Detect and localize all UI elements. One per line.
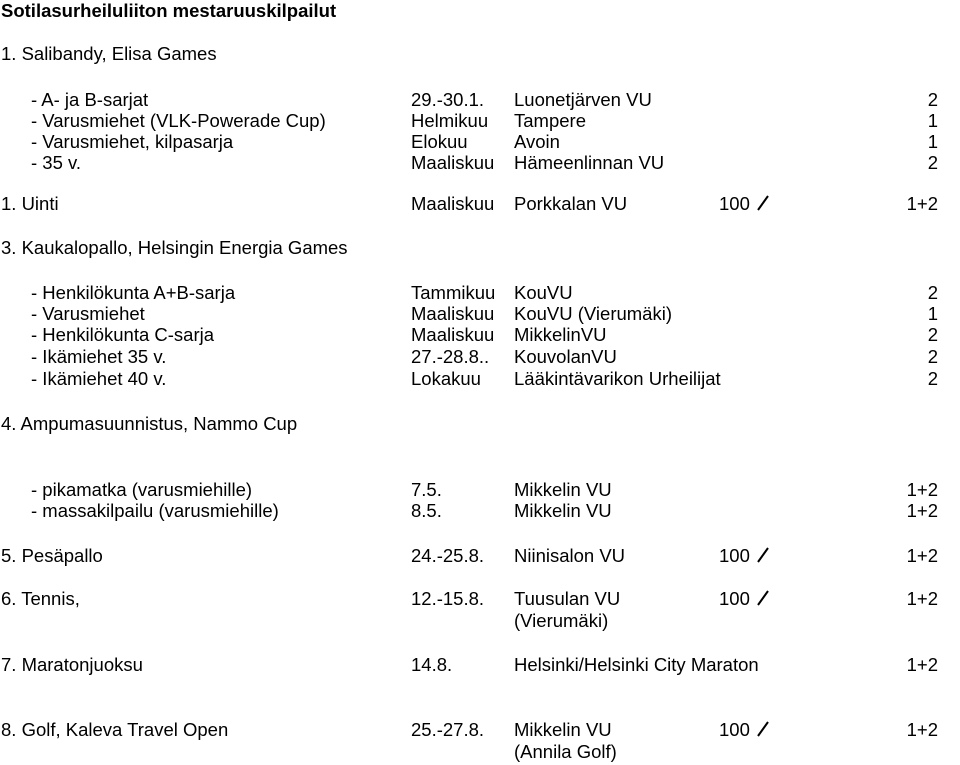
euro-icon <box>755 588 771 608</box>
row-place: Avoin <box>514 131 560 152</box>
row-place: KouVU <box>514 282 573 303</box>
fee-value: 100 <box>719 545 750 566</box>
row-date: Elokuu <box>411 131 468 152</box>
row-date: Tammikuu <box>411 282 496 303</box>
row-date: 24.-25.8. <box>411 545 485 566</box>
row-date: 12.-15.8. <box>411 588 485 609</box>
row-place: Porkkalan VU <box>514 193 628 214</box>
row-count: 1 <box>927 110 938 131</box>
row-count: 1+2 <box>906 545 938 566</box>
row-name: - Henkilökunta C-sarja <box>31 324 215 345</box>
section-heading-pesapallo: 5. Pesäpallo <box>1 545 103 566</box>
fee-value: 100 <box>719 588 750 609</box>
row-place-extra: (Vierumäki) <box>514 610 609 631</box>
row-date: Lokakuu <box>411 368 481 389</box>
row-date: 14.8. <box>411 654 453 675</box>
row-date: 25.-27.8. <box>411 719 485 740</box>
row-name: - massakilpailu (varusmiehille) <box>31 500 279 521</box>
row-place: MikkelinVU <box>514 324 607 345</box>
row-place: Tuusulan VU <box>514 588 621 609</box>
section-heading-golf: 8. Golf, Kaleva Travel Open <box>1 719 229 740</box>
euro-icon <box>755 193 771 213</box>
row-count: 1+2 <box>906 588 938 609</box>
row-name: - Henkilökunta A+B-sarja <box>31 282 236 303</box>
fee-value: 100 <box>719 719 750 740</box>
row-fee <box>719 588 771 610</box>
row-fee <box>719 545 771 567</box>
euro-icon <box>755 545 771 565</box>
row-place: Mikkelin VU <box>514 479 612 500</box>
section-heading-salibandy: 1. Salibandy, Elisa Games <box>1 43 217 64</box>
section-heading-kaukalopallo: 3. Kaukalopallo, Helsingin Energia Games <box>1 237 348 258</box>
page-title: Sotilasurheiluliiton mestaruuskilpailut <box>1 0 337 21</box>
row-count: 2 <box>927 89 938 110</box>
row-count: 1+2 <box>906 193 938 214</box>
section-heading-tennis: 6. Tennis, <box>1 588 80 609</box>
row-name: - Varusmiehet (VLK-Powerade Cup) <box>31 110 326 131</box>
row-date: 27.-28.8.. <box>411 346 490 367</box>
row-place: KouvolanVU <box>514 346 617 367</box>
row-count: 1 <box>927 131 938 152</box>
row-date: 7.5. <box>411 479 442 500</box>
row-count: 1+2 <box>906 479 938 500</box>
row-count: 2 <box>927 152 938 173</box>
row-date: Helmikuu <box>411 110 489 131</box>
row-place-extra: (Annila Golf) <box>514 741 617 762</box>
row-place: Mikkelin VU <box>514 719 612 740</box>
row-count: 2 <box>927 368 938 389</box>
euro-icon <box>755 719 771 739</box>
row-date: 29.-30.1. <box>411 89 485 110</box>
row-place: Mikkelin VU <box>514 500 612 521</box>
row-place: Lääkintävarikon Urheilijat <box>514 368 721 389</box>
row-place: Hämeenlinnan VU <box>514 152 665 173</box>
row-name: - Ikämiehet 35 v. <box>31 346 167 367</box>
section-heading-ampumasuunnistus: 4. Ampumasuunnistus, Nammo Cup <box>1 413 298 434</box>
row-place: Niinisalon VU <box>514 545 626 566</box>
fee-value: 100 <box>719 193 750 214</box>
row-name: - Varusmiehet, kilpasarja <box>31 131 234 152</box>
section-heading-maratonjuoksu: 7. Maratonjuoksu <box>1 654 143 675</box>
row-count: 2 <box>927 282 938 303</box>
row-name: - 35 v. <box>31 152 82 173</box>
row-fee <box>719 719 771 741</box>
row-count: 1+2 <box>906 719 938 740</box>
row-count: 1+2 <box>906 654 938 675</box>
section-heading-uinti: 1. Uinti <box>1 193 59 214</box>
row-date: Maaliskuu <box>411 324 495 345</box>
row-place: Luonetjärven VU <box>514 89 652 110</box>
row-date: Maaliskuu <box>411 193 495 214</box>
row-name: - Ikämiehet 40 v. <box>31 368 167 389</box>
row-count: 2 <box>927 346 938 367</box>
row-name: - A- ja B-sarjat <box>31 89 149 110</box>
row-name: - pikamatka (varusmiehille) <box>31 479 253 500</box>
row-place: KouVU (Vierumäki) <box>514 303 672 324</box>
row-count: 1+2 <box>906 500 938 521</box>
row-count: 1 <box>927 303 938 324</box>
row-date: 8.5. <box>411 500 442 521</box>
row-name: - Varusmiehet <box>31 303 145 324</box>
row-date: Maaliskuu <box>411 152 495 173</box>
row-date: Maaliskuu <box>411 303 495 324</box>
row-place: Helsinki/Helsinki City Maraton <box>514 654 759 675</box>
row-fee <box>719 193 771 215</box>
row-count: 2 <box>927 324 938 345</box>
row-place: Tampere <box>514 110 586 131</box>
